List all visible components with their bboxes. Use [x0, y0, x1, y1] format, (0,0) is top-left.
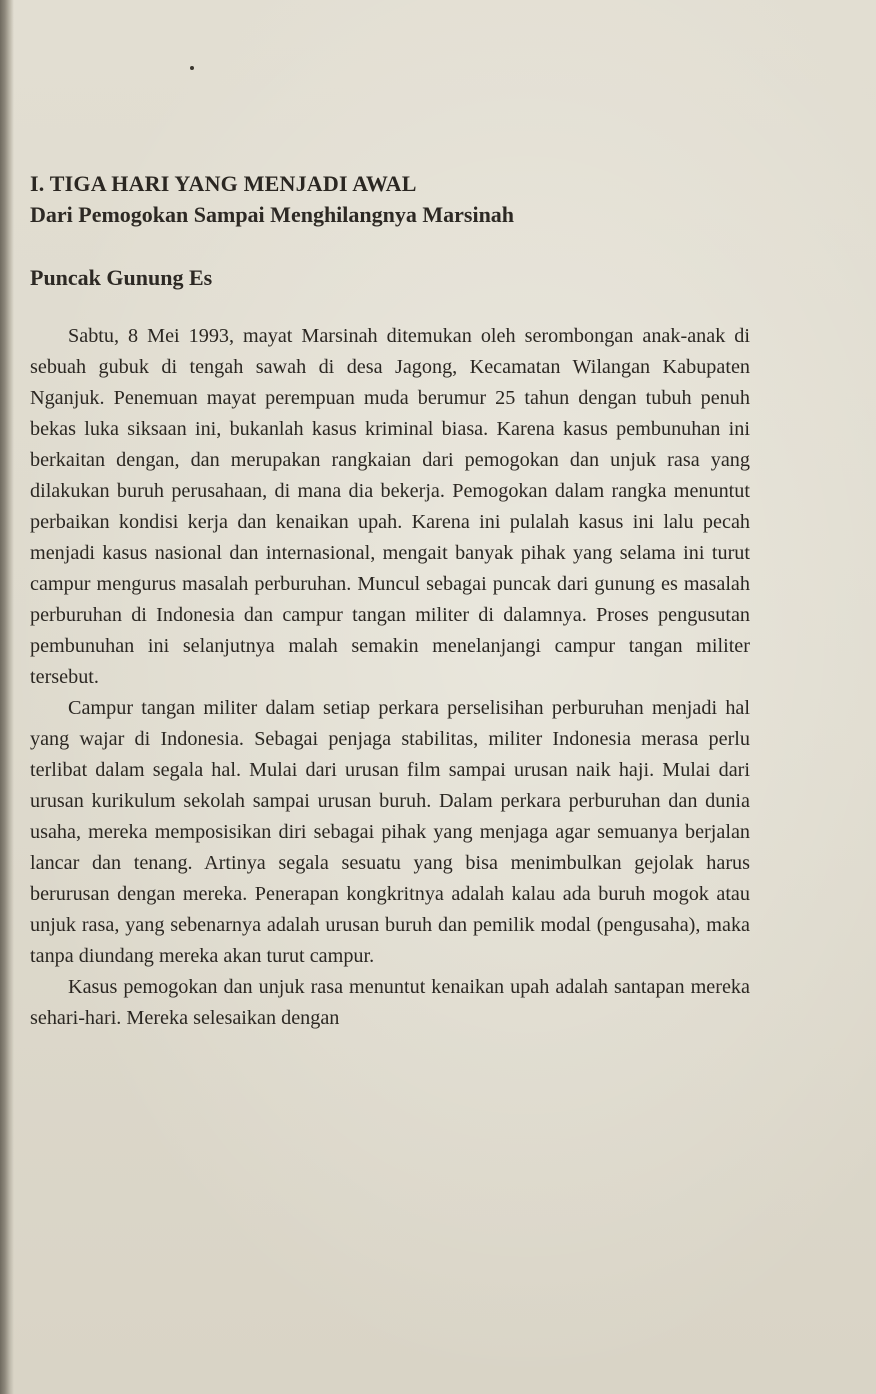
body-text	[30, 321, 750, 1034]
paragraph-1: Sabtu, 8 Mei 1993, mayat Marsinah ditemukan oleh serombongan anak-anak di sebuah gubuk di tengah sawah di desa Jagong, Kecamatan Wilangan Kabupaten Nganjuk. Penemuan mayat perempuan muda berumur 25 tahun dengan tubuh penuh bekas luka siksaan ini, bukanlah kasus kriminal biasa. Karena kasus pembunuhan ini berkaitan dengan, dan merupakan rangkaian dari pemogokan dan unjuk rasa yang dilakukan buruh perusahaan, di mana dia bekerja. Pemogokan dalam rangka menuntut perbaikan kondisi kerja dan kenaikan upah. Karena ini pulalah kasus ini lalu pecah menjadi kasus nasional dan internasional, mengait banyak pihak yang selama ini turut campur mengurus masalah perburuhan. Muncul sebagai puncak dari gunung es masalah perburuhan di Indonesia dan campur tangan militer di dalamnya. Proses pengusutan pembunuhan ini selanjutnya malah semakin menelanjangi campur tangan militer tersebut.	[30, 325, 750, 688]
chapter-subtitle: Dari Pemogokan Sampai Menghilangnya Marsinah	[30, 202, 515, 227]
chapter-title: I. TIGA HARI YANG MENJADI AWAL	[30, 171, 417, 196]
book-spine-shadow	[0, 0, 14, 1394]
paragraph-3: Kasus pemogokan dan unjuk rasa menuntut kenaikan upah adalah santapan mereka sehari-hari. Mereka selesaikan dengan	[30, 976, 750, 1029]
ink-speck	[190, 66, 194, 70]
section-heading: Puncak Gunung Es	[30, 265, 213, 290]
page-content	[30, 170, 750, 1034]
paragraph-2: Campur tangan militer dalam setiap perkara perselisihan perburuhan menjadi hal yang wajar di Indonesia. Sebagai penjaga stabilitas, militer Indonesia merasa perlu terlibat dalam segala hal. Mulai dari urusan film sampai urusan naik haji. Mulai dari urusan kurikulum sekolah sampai urusan buruh. Dalam perkara perburuhan dan dunia usaha, mereka memposisikan diri sebagai pihak yang menjaga agar semuanya berjalan lancar dan tenang. Artinya segala sesuatu yang bisa menimbulkan gejolak harus berurusan dengan mereka. Penerapan kongkritnya adalah kalau ada buruh mogok atau unjuk rasa, yang sebenarnya adalah urusan buruh dan pemilik modal (pengusaha), maka tanpa diundang mereka akan turut campur.	[30, 697, 750, 967]
